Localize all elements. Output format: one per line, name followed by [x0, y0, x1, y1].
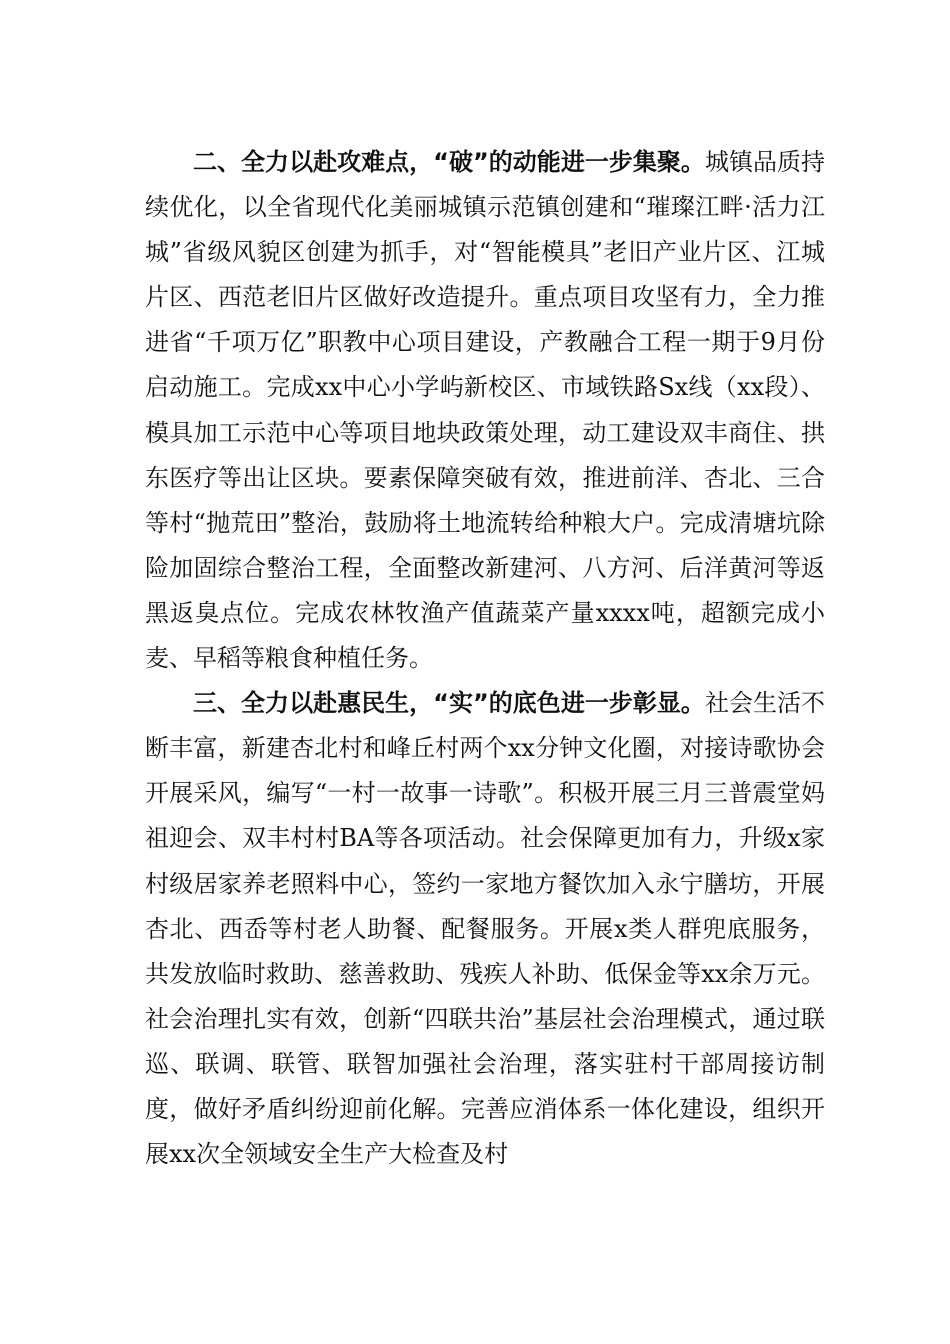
section-two-text: 城镇品质持续优化，以全省现代化美丽城镇示范镇创建和“璀璨江畔·活力江城”省级风貌区创建为抓手，对“智能模具”老旧产业片区、江城片区、西范老旧片区做好改造提升。重点项目攻坚有力，全力推进省“千项万亿”职教中心项目建设，产教融合工程一期于9月份启动施工。完成xx中心小学屿新校区、市域铁路Sx线（xx段）、模具加工示范中心等项目地块政策处理，动工建设双丰商住、拱东医疗等出让区块。要素保障突破有效，推进前洋、杏北、三合等村“抛荒田”整治，鼓励将土地流转给种粮大户。完成清塘坑除险加固综合整治工程，全面整改新建河、八方河、后洋黄河等返黑返臭点位。完成农林牧渔产值蔬菜产量xxxx吨，超额完成小麦、早稻等粮食种植任务。: [145, 148, 826, 673]
document-body: [145, 140, 825, 1177]
paragraph-section-two: [145, 140, 825, 681]
section-three-heading: 三、全力以赴惠民生，“实”的底色进一步彰显。: [193, 689, 705, 718]
section-two-heading: 二、全力以赴攻难点，“破”的动能进一步集聚。: [193, 148, 705, 176]
section-three-text: 社会生活不断丰富，新建杏北村和峰丘村两个xx分钟文化圈，对接诗歌协会开展采风，编写“一村一故事一诗歌”。积极开展三月三普震堂妈祖迎会、双丰村村BA等各项活动。社会保障更加有力，升级x家村级居家养老照料中心，签约一家地方餐饮加入永宁膳坊，开展杏北、西岙等村老人助餐、配餐服务。开展x类人群兜底服务，共发放临时救助、慈善救助、残疾人补助、低保金等xx余万元。社会治理扎实有效，创新“四联共治”基层社会治理模式，通过联巡、联调、联管、联智加强社会治理，落实驻村干部周接访制度，做好矛盾纠纷迎前化解。完善应消体系一体化建设，组织开展xx次全领域安全生产大检查及村: [145, 689, 826, 1169]
paragraph-section-three: [145, 681, 825, 1177]
